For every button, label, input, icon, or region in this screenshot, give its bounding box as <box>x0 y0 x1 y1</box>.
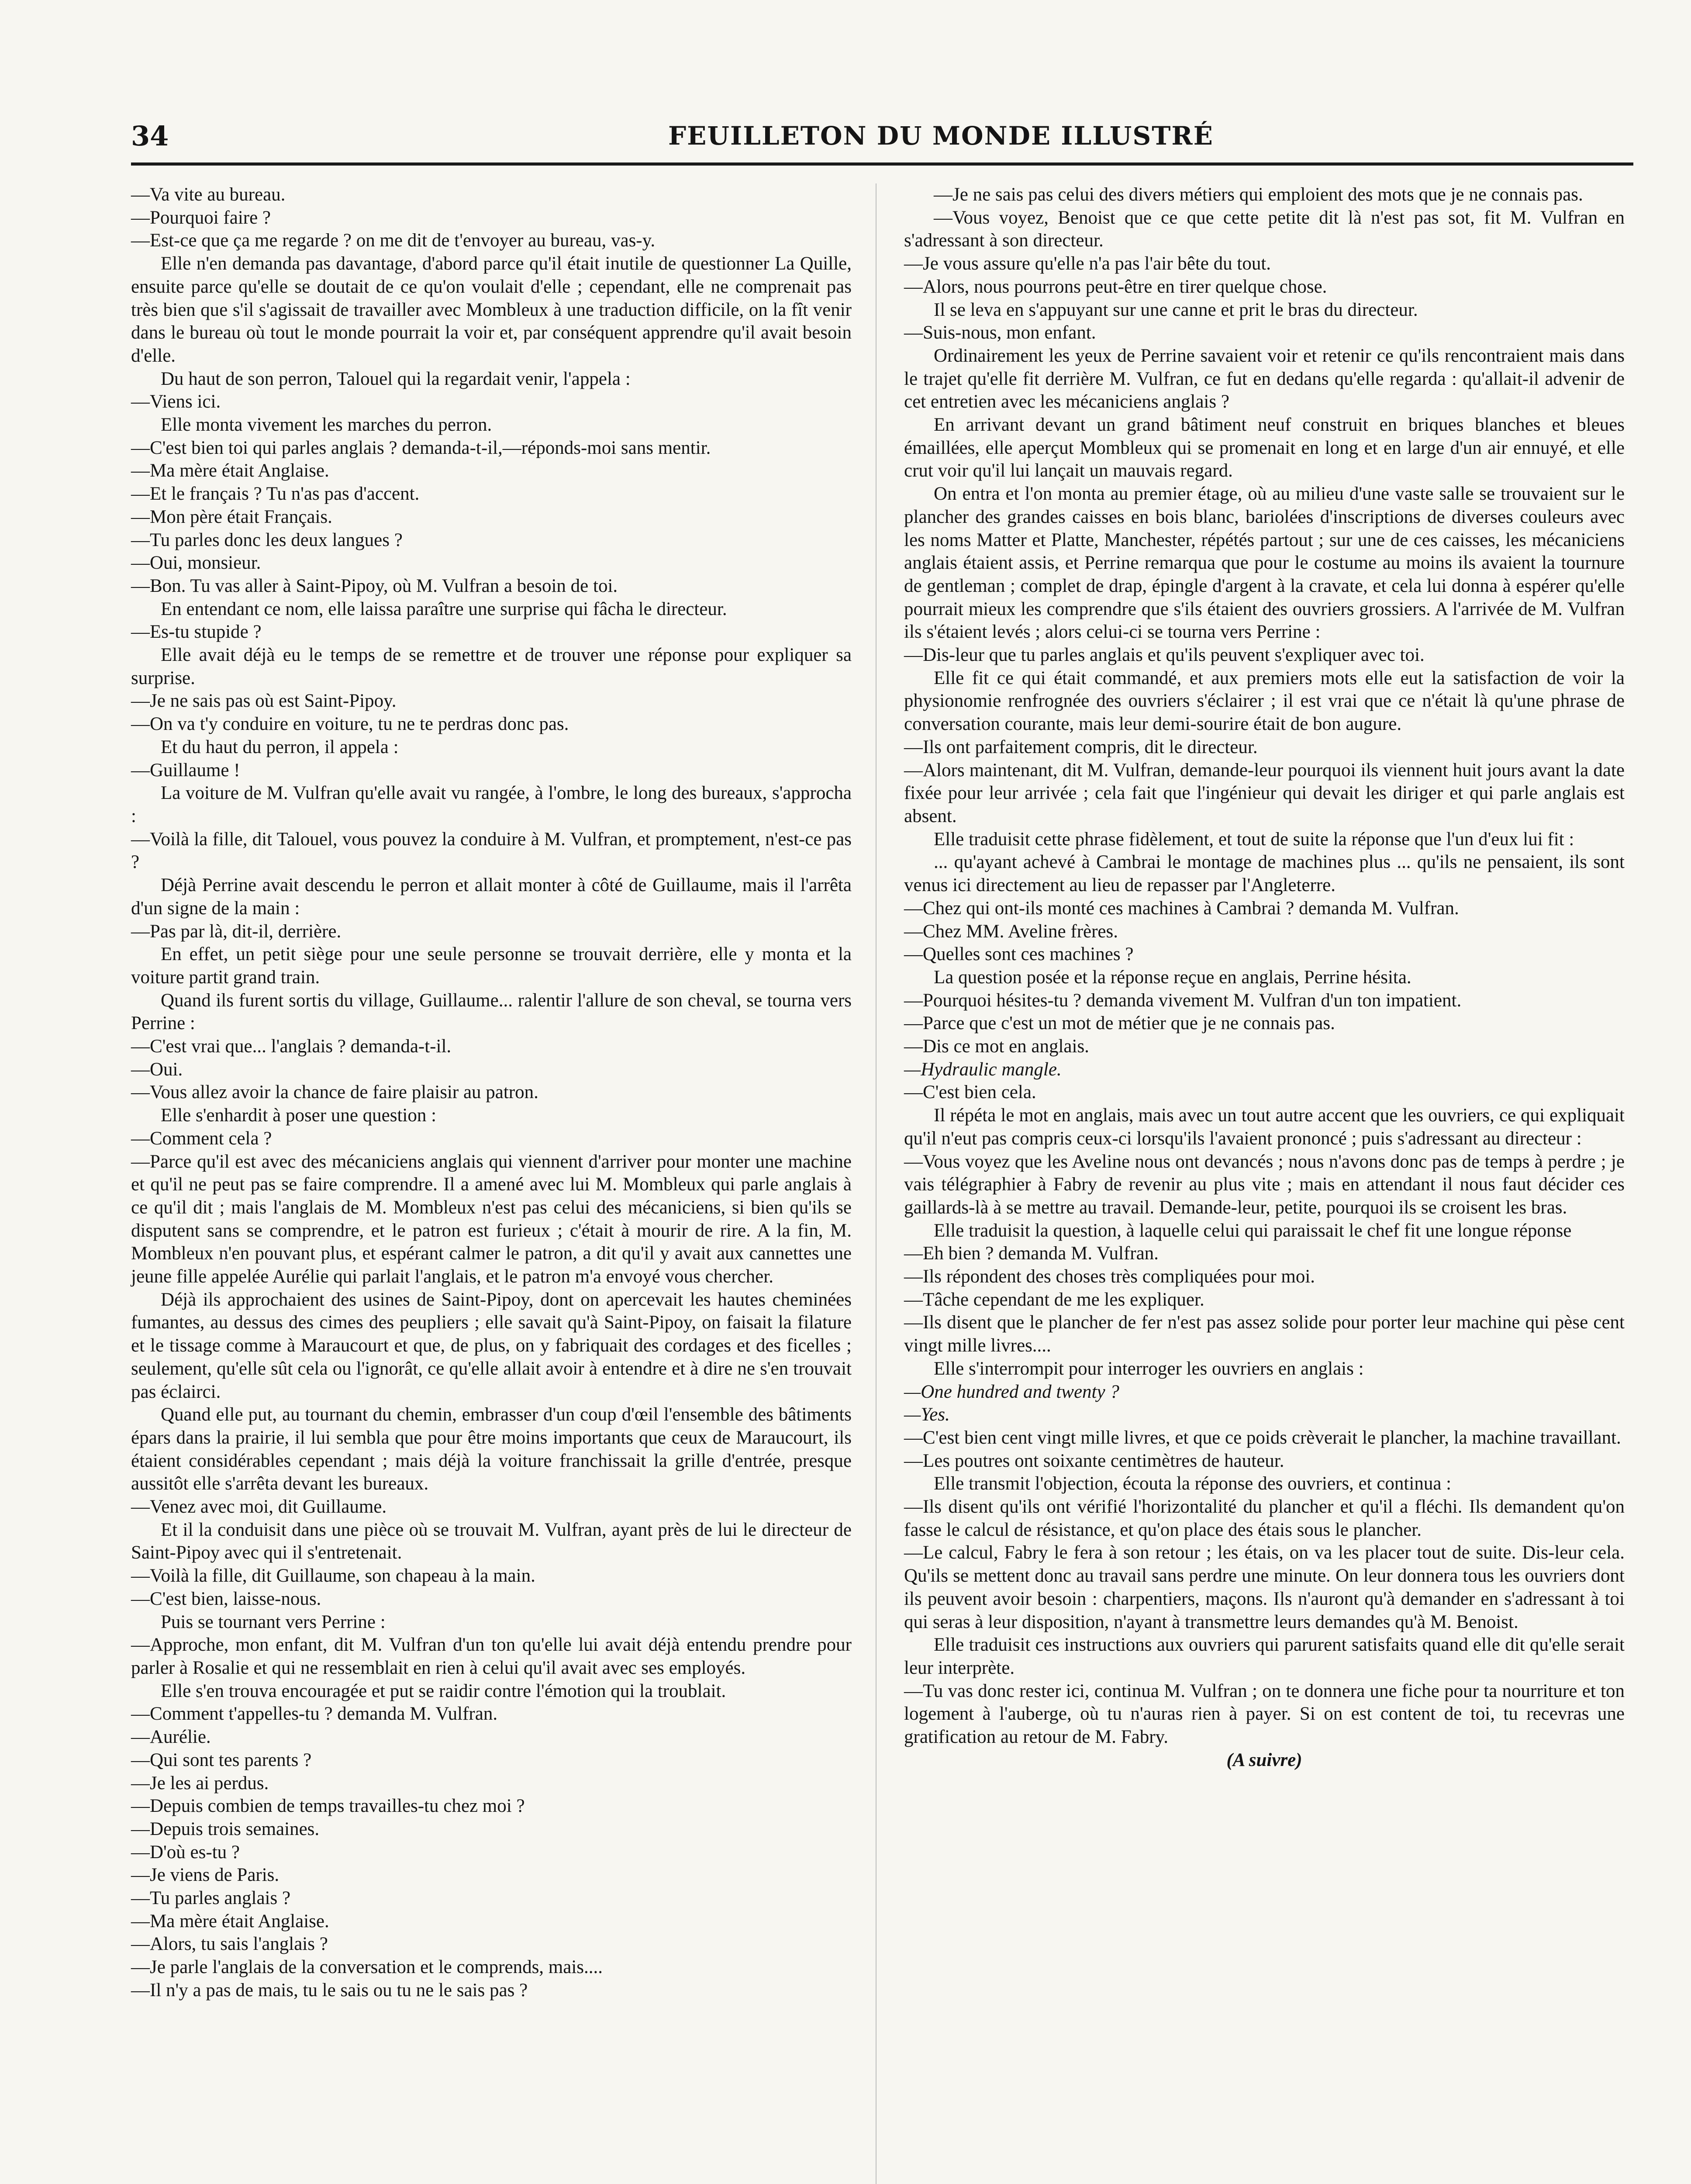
paragraph: —Est-ce que ça me regarde ? on me dit de t'envoyer au bureau, vas-y. <box>131 230 656 251</box>
paragraph: —Oui, monsieur. <box>131 553 261 574</box>
paragraph: —Je ne sais pas celui des divers métiers qui emploient des mots que je ne connais pas. <box>934 184 1583 205</box>
paragraph: On entra et l'on monta au premier étage, où au milieu d'une vaste salle se trouvaient sur le plancher des grandes caisses en bois blanc, bariolées d'inscriptions de diverses couleurs avec les noms Matter et Platte, Manchester, répétés partout ; sur une de ces caisses, les mécaniciens anglais étaient assis, et Perrine remarqua que pour le costume au moins ils avaient la tournure de gentleman ; complet de drap, épingle d'argent à la cravate, et cela lui donna à espérer qu'elle pourrait mieux les comprendre que s'ils étaient des ouvriers grossiers. A l'arrivée de M. Vulfran ils s'étaient levés ; alors celui-ci se tourna vers Perrine : <box>904 484 1625 643</box>
paragraph: Elle traduisit ces instructions aux ouvriers qui parurent satisfaits quand elle dit qu'elle serait leur interprète. <box>904 1635 1625 1678</box>
paragraph: —Depuis trois semaines. <box>131 1818 320 1839</box>
paragraph: —Hydraulic mangle. <box>904 1059 1062 1080</box>
paragraph: —Vous voyez que les Aveline nous ont devancés ; nous n'avons donc pas de temps à perdre ; je vais télégraphier à Fabry de revenir au plus vite ; mais en attendant il nous faut décider ces gaillards-là à se mettre au travail. Demande-leur, petite, pourquoi ils se croisent les bras. <box>904 1151 1625 1218</box>
paragraph: Elle s'enhardit à poser une question : <box>161 1105 437 1126</box>
paragraph: Il se leva en s'appuyant sur une canne et prit le bras du directeur. <box>934 299 1418 320</box>
paragraph: —Parce qu'il est avec des mécaniciens anglais qui viennent d'arriver pour monter une machine et qu'il ne peut pas se faire comprendre. Il a amené avec lui M. Mombleux qui parle anglais à ce qu'il dit ; mais l'anglais de M. Mombleux n'est pas celui des mécaniciens, si bien qu'ils se disputent sans se comprendre, et le patron est furieux ; c'était à mourir de rire. A la fin, M. Mombleux n'en pouvant plus, et espérant calmer le patron, a dit qu'il y avait aux cannettes une jeune fille appelée Aurélie qui parlait l'anglais, et le patron m'a envoyé vous chercher. <box>131 1151 852 1287</box>
paragraph: —Va vite au bureau. <box>131 184 286 205</box>
paragraph: —C'est bien cent vingt mille livres, et que ce poids crèverait le plancher, la machine travaillant. <box>904 1427 1621 1448</box>
paragraph: —Guillaume ! <box>131 760 240 781</box>
paragraph: —Alors maintenant, dit M. Vulfran, demande-leur pourquoi ils viennent huit jours avant la date fixée pour leur arrivée ; cela fait que l'ingénieur qui devait les diriger et qui parle anglais est absent. <box>904 760 1625 826</box>
paragraph: —C'est bien toi qui parles anglais ? demanda-t-il,—réponds-moi sans mentir. <box>131 437 711 458</box>
paragraph: —Tu vas donc rester ici, continua M. Vulfran ; on te donnera une fiche pour ta nourriture et ton logement à l'auberge, où tu n'auras rien à payer. Si on est content de toi, tu recevras une gratification au retour de M. Fabry. <box>904 1680 1625 1748</box>
paragraph: —Dis-leur que tu parles anglais et qu'ils peuvent s'expliquer avec toi. <box>904 645 1425 666</box>
paragraph: —Qui sont tes parents ? <box>131 1749 312 1770</box>
paragraph: —Pas par là, dit-il, derrière. <box>131 921 342 942</box>
paragraph: —One hundred and twenty ? <box>904 1381 1119 1402</box>
paragraph: —Depuis combien de temps travailles-tu chez moi ? <box>131 1796 525 1817</box>
paragraph: Du haut de son perron, Talouel qui la regardait venir, l'appela : <box>161 368 631 389</box>
paragraph: —Tu parles donc les deux langues ? <box>131 529 403 550</box>
paragraph: —Vous allez avoir la chance de faire plaisir au patron. <box>131 1082 538 1103</box>
paragraph: —Ils disent qu'ils ont vérifié l'horizontalité du plancher et qu'il a fléchi. Ils demandent qu'on fasse le calcul de résistance, et qu'on place des étais sous le plancher. <box>904 1496 1625 1540</box>
paragraph: —Les poutres ont soixante centimètres de hauteur. <box>904 1450 1284 1471</box>
paragraph: —Yes. <box>904 1404 950 1425</box>
paragraph: —Je ne sais pas où est Saint-Pipoy. <box>131 691 397 712</box>
paragraph: Elle transmit l'objection, écouta la réponse des ouvriers, et continua : <box>934 1473 1452 1494</box>
paragraph: La question posée et la réponse reçue en anglais, Perrine hésita. <box>934 967 1411 988</box>
paragraph: —Il n'y a pas de mais, tu le sais ou tu ne le sais pas ? <box>131 1980 528 2001</box>
paragraph: —Aurélie. <box>131 1727 211 1748</box>
paragraph: —Ils disent que le plancher de fer n'est pas assez solide pour porter leur machine qui pèse cent vingt mille livres.... <box>904 1312 1625 1356</box>
paragraph: Elle traduisit la question, à laquelle celui qui paraissait le chef fit une longue réponse <box>934 1220 1572 1241</box>
left-column <box>131 183 852 2002</box>
paragraph: —D'où es-tu ? <box>131 1842 240 1863</box>
paragraph: La voiture de M. Vulfran qu'elle avait vu rangée, à l'ombre, le long des bureaux, s'approcha : <box>131 783 852 826</box>
paragraph: —C'est bien cela. <box>904 1082 1036 1103</box>
paragraph: Déjà Perrine avait descendu le perron et allait monter à côté de Guillaume, mais il l'arrêta d'un signe de la main : <box>131 875 852 919</box>
paragraph: —Et le français ? Tu n'as pas d'accent. <box>131 484 420 505</box>
paragraph: Elle s'en trouva encouragée et put se raidir contre l'émotion qui la troublait. <box>161 1680 726 1701</box>
paragraph: —Ma mère était Anglaise. <box>131 460 329 481</box>
paragraph: Et il la conduisit dans une pièce où se trouvait M. Vulfran, ayant près de lui le directeur de Saint-Pipoy avec qui il s'entretenait. <box>131 1519 852 1563</box>
paragraph: —Tu parles anglais ? <box>131 1888 291 1909</box>
paragraph: —Oui. <box>131 1059 183 1080</box>
paragraph: Elle traduisit cette phrase fidèlement, et tout de suite la réponse que l'un d'eux lui fit : <box>934 829 1574 850</box>
paragraph: Il répéta le mot en anglais, mais avec un tout autre accent que les ouvriers, ce qui expliquait qu'il n'eut pas compris ceux-ci lorsqu'ils l'avaient prononcé ; puis s'adressant au directeur : <box>904 1105 1625 1149</box>
paragraph: —Viens ici. <box>131 391 221 412</box>
paragraph: Et du haut du perron, il appela : <box>161 736 399 757</box>
paragraph: Elle fit ce qui était commandé, et aux premiers mots elle eut la satisfaction de voir la physionomie renfrognée des ouvriers s'éclairer ; il est vrai que ce n'était là qu'une phrase de conversation courante, mais leur demi-sourire était de bon augure. <box>904 667 1625 735</box>
paragraph: —Pourquoi hésites-tu ? demanda vivement M. Vulfran d'un ton impatient. <box>904 990 1462 1011</box>
paragraph: —Chez qui ont-ils monté ces machines à Cambrai ? demanda M. Vulfran. <box>904 898 1459 919</box>
paragraph: —Je viens de Paris. <box>131 1865 280 1886</box>
paragraph: —Je vous assure qu'elle n'a pas l'air bête du tout. <box>904 253 1271 274</box>
paragraph: —Voilà la fille, dit Talouel, vous pouvez la conduire à M. Vulfran, et promptement, n'est-ce pas ? <box>131 829 852 873</box>
to-be-continued: (A suivre) <box>1226 1749 1302 1770</box>
paragraph: —On va t'y conduire en voiture, tu ne te perdras donc pas. <box>131 714 569 735</box>
paragraph: Quand ils furent sortis du village, Guillaume... ralentir l'allure de son cheval, se tourna vers Perrine : <box>131 990 852 1034</box>
paragraph: —Eh bien ? demanda M. Vulfran. <box>904 1243 1159 1264</box>
paragraph: —Venez avec moi, dit Guillaume. <box>131 1496 387 1517</box>
paragraph: —Mon père était Français. <box>131 506 332 527</box>
paragraph: —Dis ce mot en anglais. <box>904 1036 1089 1057</box>
column-divider <box>876 183 877 2184</box>
paragraph: —Ils répondent des choses très compliquées pour moi. <box>904 1266 1315 1287</box>
paragraph: —Approche, mon enfant, dit M. Vulfran d'un ton qu'elle lui avait déjà entendu prendre pour parler à Rosalie et qui ne ressemblait en rien à celui qu'il avait avec ses employés. <box>131 1635 852 1678</box>
running-title: FEUILLETON DU MONDE ILLUSTRÉ <box>668 121 1214 151</box>
paragraph: —C'est vrai que... l'anglais ? demanda-t-il. <box>131 1036 452 1057</box>
paragraph: —Suis-nous, mon enfant. <box>904 322 1096 343</box>
paragraph: —Quelles sont ces machines ? <box>904 944 1134 965</box>
paragraph: En effet, un petit siège pour une seule personne se trouvait derrière, elle y monta et la voiture partit grand train. <box>131 944 852 988</box>
paragraph: ... qu'ayant achevé à Cambrai le montage de machines plus ... qu'ils ne pensaient, ils sont venus ici directement au lieu de repasser par l'Angleterre. <box>904 852 1625 896</box>
paragraph: —Alors, nous pourrons peut-être en tirer quelque chose. <box>904 276 1327 297</box>
paragraph: Elle s'interrompit pour interroger les ouvriers en anglais : <box>934 1358 1364 1379</box>
paragraph: —Comment t'appelles-tu ? demanda M. Vulfran. <box>131 1704 498 1724</box>
paragraph: —Parce que c'est un mot de métier que je ne connais pas. <box>904 1013 1335 1034</box>
paragraph: —Alors, tu sais l'anglais ? <box>131 1934 328 1955</box>
right-column <box>904 183 1625 1772</box>
paragraph: —Ma mère était Anglaise. <box>131 1911 329 1932</box>
paragraph: —Pourquoi faire ? <box>131 207 271 228</box>
paragraph: —C'est bien, laisse-nous. <box>131 1588 321 1609</box>
paragraph: En entendant ce nom, elle laissa paraître une surprise qui fâcha le directeur. <box>161 598 727 619</box>
paragraph: Puis se tournant vers Perrine : <box>161 1611 386 1632</box>
paragraph: Ordinairement les yeux de Perrine savaient voir et retenir ce qu'ils rencontraient mais dans le trajet qu'elle fit derrière M. Vulfran, ce fut en dedans qu'elle regarda : qu'allait-il advenir de cet entretien avec les mécaniciens anglais ? <box>904 345 1625 412</box>
paragraph: —Tâche cependant de me les expliquer. <box>904 1289 1204 1310</box>
paragraph: Déjà ils approchaient des usines de Saint-Pipoy, dont on apercevait les hautes cheminées fumantes, au dessus des cimes des peupliers ; elle savait qu'à Saint-Pipoy, on faisait la filature et le tissage comme à Maraucourt et que, de plus, on y fabriquait des cordages et des ficelles ; seulement, qu'elle sût cela ou l'ignorât, ce qu'elle allait avoir à entendre et à dire ne s'en trouvait pas éclairci. <box>131 1289 852 1402</box>
paragraph: —Comment cela ? <box>131 1128 272 1149</box>
paragraph: —Voilà la fille, dit Guillaume, son chapeau à la main. <box>131 1565 535 1586</box>
paragraph: Elle avait déjà eu le temps de se remettre et de trouver une réponse pour expliquer sa surprise. <box>131 645 852 688</box>
paragraph: —Je les ai perdus. <box>131 1773 269 1794</box>
paragraph: —Chez MM. Aveline frères. <box>904 921 1118 942</box>
paragraph: —Je parle l'anglais de la conversation et le comprends, mais.... <box>131 1957 603 1978</box>
paragraph: —Le calcul, Fabry le fera à son retour ; les étais, on va les placer tout de suite. Dis-leur cela. Qu'ils se mettent donc au travail sans perdre une minute. On leur donnera tous les ouvriers dont ils peuvent avoir besoin : charpentiers, maçons. Ils n'auront qu'à demander en s'adressant à toi qui seras à leur disposition, n'ayant à transmettre leurs demandes qu'à M. Benoist. <box>904 1542 1625 1632</box>
paragraph: Elle monta vivement les marches du perron. <box>161 415 492 435</box>
page-number: 34 <box>131 120 169 152</box>
paragraph: Elle n'en demanda pas davantage, d'abord parce qu'il était inutile de questionner La Quille, ensuite parce qu'elle se doutait de ce qu'on voulait d'elle ; cependant, elle ne comprenait pas très bien que s'il s'agissait de travailler avec Mombleux à une traduction difficile, on la fît venir dans le bureau où tout le monde pourrait la voir et, par conséquent apprendre qu'il avait besoin d'elle. <box>131 253 852 366</box>
paragraph: Quand elle put, au tournant du chemin, embrasser d'un coup d'œil l'ensemble des bâtiments épars dans la prairie, il lui sembla que pour être moins importants que ceux de Maraucourt, ils étaient considérables cependant ; mais déjà la voiture franchissait la grille d'entrée, presque aussitôt elle s'arrêta devant les bureaux. <box>131 1404 852 1494</box>
paragraph: En arrivant devant un grand bâtiment neuf construit en briques blanches et bleues émaillées, elle aperçut Mombleux qui se promenait en long et en large d'un air ennuyé, et elle crut voir qu'il lui lançait un mauvais regard. <box>904 415 1625 481</box>
paragraph: —Es-tu stupide ? <box>131 622 262 643</box>
page-header <box>131 111 1633 159</box>
paragraph: —Ils ont parfaitement compris, dit le directeur. <box>904 736 1258 757</box>
paragraph: —Vous voyez, Benoist que ce que cette petite dit là n'est pas sot, fit M. Vulfran en s'adressant à son directeur. <box>904 207 1625 251</box>
paragraph: —Bon. Tu vas aller à Saint-Pipoy, où M. Vulfran a besoin de toi. <box>131 575 618 596</box>
header-rule <box>131 162 1633 166</box>
